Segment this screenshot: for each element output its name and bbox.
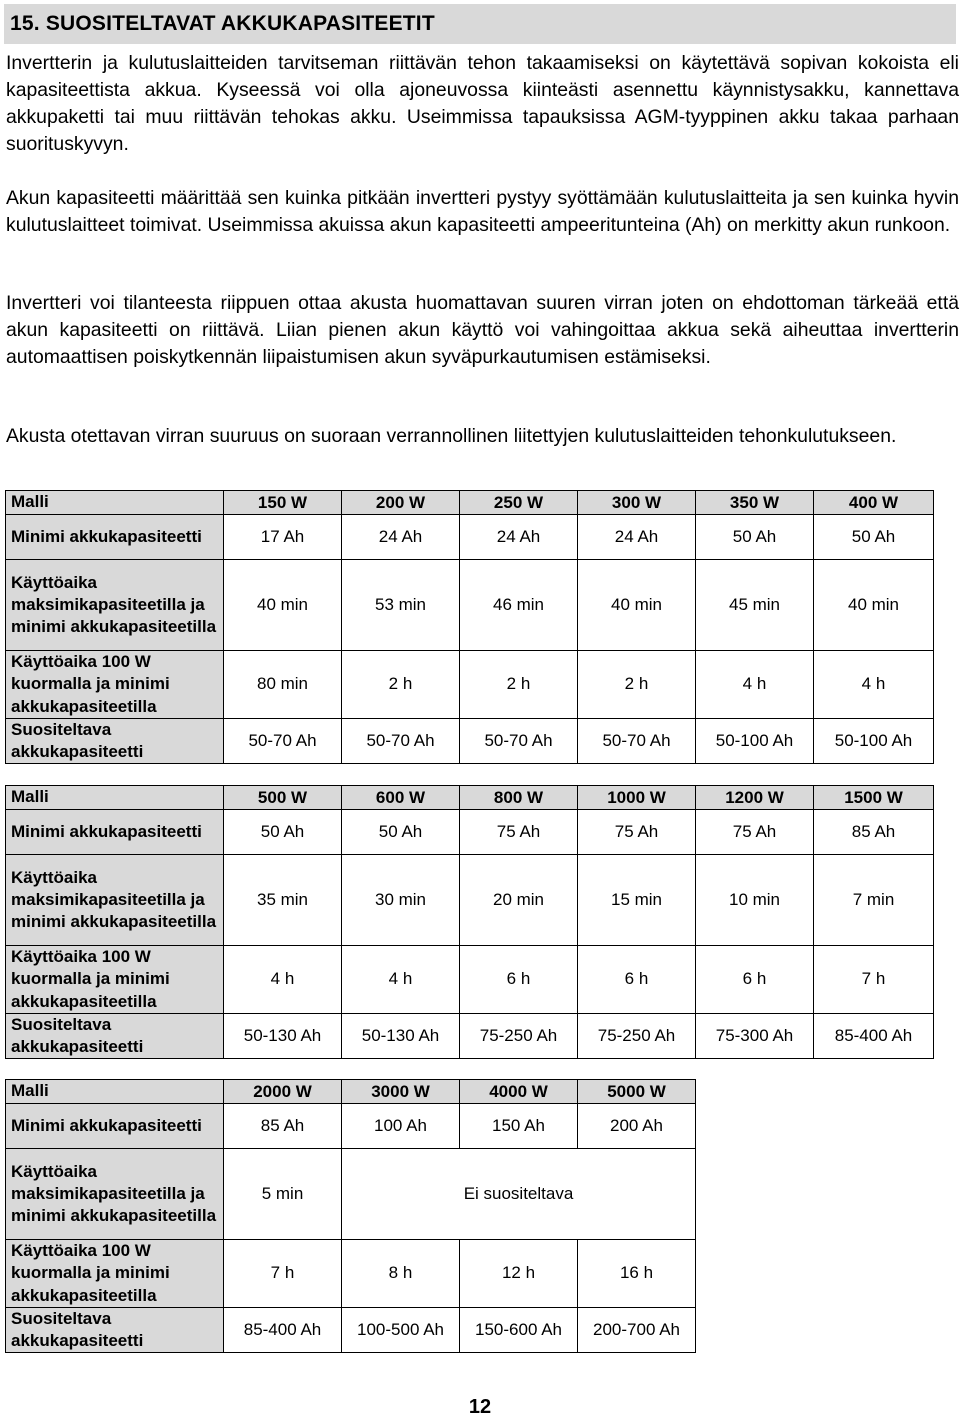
value-cell: 100-500 Ah bbox=[342, 1307, 460, 1353]
model-cell: 1000 W bbox=[578, 786, 696, 810]
value-cell: 35 min bbox=[224, 855, 342, 946]
model-cell: 400 W bbox=[814, 491, 934, 515]
value-cell: 50 Ah bbox=[814, 515, 934, 560]
value-cell: 16 h bbox=[578, 1240, 696, 1308]
model-cell: 4000 W bbox=[460, 1080, 578, 1104]
row-label: Minimi akkukapasiteetti bbox=[6, 515, 224, 560]
value-cell: 4 h bbox=[342, 946, 460, 1014]
value-cell: 2 h bbox=[578, 651, 696, 719]
model-cell: 500 W bbox=[224, 786, 342, 810]
table-row bbox=[6, 810, 934, 855]
value-cell: 50 Ah bbox=[696, 515, 814, 560]
value-cell: 15 min bbox=[578, 855, 696, 946]
value-cell: 4 h bbox=[224, 946, 342, 1014]
model-label: Malli bbox=[6, 1080, 224, 1104]
value-cell: 6 h bbox=[460, 946, 578, 1014]
value-cell: 7 h bbox=[814, 946, 934, 1014]
model-header-row bbox=[6, 491, 934, 515]
table-row bbox=[6, 1104, 696, 1149]
value-cell: 50 Ah bbox=[342, 810, 460, 855]
value-cell: 50-130 Ah bbox=[342, 1013, 460, 1059]
table-row bbox=[6, 1307, 696, 1353]
value-cell: 80 min bbox=[224, 651, 342, 719]
value-cell: 85-400 Ah bbox=[224, 1307, 342, 1353]
not-recommended-cell: Ei suositeltava bbox=[342, 1149, 696, 1240]
value-cell: 40 min bbox=[578, 560, 696, 651]
value-cell: 30 min bbox=[342, 855, 460, 946]
value-cell: 24 Ah bbox=[460, 515, 578, 560]
value-cell: 40 min bbox=[224, 560, 342, 651]
value-cell: 24 Ah bbox=[342, 515, 460, 560]
row-label: Käyttöaika maksimikapasiteetilla ja minimi akkukapasiteetilla bbox=[6, 560, 224, 651]
value-cell: 20 min bbox=[460, 855, 578, 946]
table-row bbox=[6, 1240, 696, 1308]
value-cell: 150 Ah bbox=[460, 1104, 578, 1149]
value-cell: 200-700 Ah bbox=[578, 1307, 696, 1353]
section-heading: 15. SUOSITELTAVAT AKKUKAPASITEETIT bbox=[4, 4, 956, 44]
model-header-row bbox=[6, 1080, 696, 1104]
value-cell: 50-100 Ah bbox=[696, 718, 814, 764]
model-cell: 600 W bbox=[342, 786, 460, 810]
value-cell: 50-70 Ah bbox=[342, 718, 460, 764]
proportional-paragraph: Akusta otettavan virran suuruus on suoraan verrannollinen liitettyjen kulutuslaitteiden tehonkulutukseen. bbox=[6, 425, 897, 447]
row-label: Käyttöaika 100 W kuormalla ja minimi akkukapasiteetilla bbox=[6, 1240, 224, 1308]
row-label: Käyttöaika 100 W kuormalla ja minimi akkukapasiteetilla bbox=[6, 946, 224, 1014]
value-cell: 50-70 Ah bbox=[224, 718, 342, 764]
intro-paragraph: Invertterin ja kulutuslaitteiden tarvitseman riittävän tehon takaamiseksi on käytettävä sopivan kokoista eli kapasiteettista akkua. Kyseessä voi olla ajoneuvossa kiinteästi asennettu käynnistysakku, kannettava akkupaketti tai muu riittävän tehokas akku. Useimmissa tapauksissa AGM-tyyppinen akku takaa parhaan suorituskyvyn. bbox=[6, 52, 959, 155]
current-draw-paragraph: Invertteri voi tilanteesta riippuen ottaa akusta huomattavan suuren virran joten on ehdottoman tärkeää että akun kapasiteetti on riittävä. Liian pienen akun käyttö voi vahingoittaa akkua sekä aiheuttaa invertterin automaattisen poiskytkennän liipaistumisen akun syväpurkautumisen estämiseksi. bbox=[6, 292, 959, 368]
value-cell: 75-250 Ah bbox=[578, 1013, 696, 1059]
row-label: Käyttöaika maksimikapasiteetilla ja minimi akkukapasiteetilla bbox=[6, 855, 224, 946]
model-cell: 200 W bbox=[342, 491, 460, 515]
table-row bbox=[6, 1013, 934, 1059]
value-cell: 75 Ah bbox=[696, 810, 814, 855]
model-cell: 300 W bbox=[578, 491, 696, 515]
value-cell: 75 Ah bbox=[578, 810, 696, 855]
value-cell: 45 min bbox=[696, 560, 814, 651]
value-cell: 50-130 Ah bbox=[224, 1013, 342, 1059]
value-cell: 150-600 Ah bbox=[460, 1307, 578, 1353]
value-cell: 2 h bbox=[342, 651, 460, 719]
model-cell: 3000 W bbox=[342, 1080, 460, 1104]
capacity-paragraph: Akun kapasiteetti määrittää sen kuinka pitkään invertteri pystyy syöttämään kulutuslaitteita ja sen kuinka hyvin kulutuslaitteet toimivat. Useimmissa akuissa akun kapasiteetti ampeeritunteina (Ah) on merkitty akun runkoon. bbox=[6, 187, 959, 236]
value-cell: 5 min bbox=[224, 1149, 342, 1240]
value-cell: 40 min bbox=[814, 560, 934, 651]
model-cell: 2000 W bbox=[224, 1080, 342, 1104]
model-cell: 150 W bbox=[224, 491, 342, 515]
value-cell: 6 h bbox=[578, 946, 696, 1014]
value-cell: 6 h bbox=[696, 946, 814, 1014]
model-header-row bbox=[6, 786, 934, 810]
value-cell: 75 Ah bbox=[460, 810, 578, 855]
value-cell: 4 h bbox=[696, 651, 814, 719]
value-cell: 75-250 Ah bbox=[460, 1013, 578, 1059]
value-cell: 85 Ah bbox=[814, 810, 934, 855]
value-cell: 100 Ah bbox=[342, 1104, 460, 1149]
value-cell: 50-70 Ah bbox=[460, 718, 578, 764]
value-cell: 8 h bbox=[342, 1240, 460, 1308]
table-row bbox=[6, 946, 934, 1014]
value-cell: 24 Ah bbox=[578, 515, 696, 560]
value-cell: 12 h bbox=[460, 1240, 578, 1308]
table-row bbox=[6, 855, 934, 946]
capacity-table-1 bbox=[5, 490, 934, 764]
value-cell: 53 min bbox=[342, 560, 460, 651]
row-label: Suositeltava akkukapasiteetti bbox=[6, 718, 224, 764]
row-label: Suositeltava akkukapasiteetti bbox=[6, 1307, 224, 1353]
value-cell: 4 h bbox=[814, 651, 934, 719]
value-cell: 200 Ah bbox=[578, 1104, 696, 1149]
capacity-table-3 bbox=[5, 1079, 696, 1353]
row-label: Minimi akkukapasiteetti bbox=[6, 810, 224, 855]
value-cell: 2 h bbox=[460, 651, 578, 719]
table-row bbox=[6, 515, 934, 560]
row-label: Suositeltava akkukapasiteetti bbox=[6, 1013, 224, 1059]
value-cell: 17 Ah bbox=[224, 515, 342, 560]
value-cell: 50-70 Ah bbox=[578, 718, 696, 764]
model-cell: 1200 W bbox=[696, 786, 814, 810]
model-label: Malli bbox=[6, 786, 224, 810]
value-cell: 85-400 Ah bbox=[814, 1013, 934, 1059]
value-cell: 75-300 Ah bbox=[696, 1013, 814, 1059]
model-cell: 250 W bbox=[460, 491, 578, 515]
value-cell: 50-100 Ah bbox=[814, 718, 934, 764]
capacity-table-2 bbox=[5, 785, 934, 1059]
value-cell: 46 min bbox=[460, 560, 578, 651]
model-cell: 1500 W bbox=[814, 786, 934, 810]
value-cell: 7 min bbox=[814, 855, 934, 946]
row-label: Käyttöaika maksimikapasiteetilla ja minimi akkukapasiteetilla bbox=[6, 1149, 224, 1240]
page-number: 12 bbox=[468, 1396, 492, 1418]
model-label: Malli bbox=[6, 491, 224, 515]
model-cell: 800 W bbox=[460, 786, 578, 810]
table-row bbox=[6, 1149, 696, 1240]
model-cell: 350 W bbox=[696, 491, 814, 515]
model-cell: 5000 W bbox=[578, 1080, 696, 1104]
table-row bbox=[6, 560, 934, 651]
value-cell: 7 h bbox=[224, 1240, 342, 1308]
row-label: Minimi akkukapasiteetti bbox=[6, 1104, 224, 1149]
row-label: Käyttöaika 100 W kuormalla ja minimi akkukapasiteetilla bbox=[6, 651, 224, 719]
value-cell: 10 min bbox=[696, 855, 814, 946]
table-row bbox=[6, 718, 934, 764]
table-row bbox=[6, 651, 934, 719]
value-cell: 85 Ah bbox=[224, 1104, 342, 1149]
value-cell: 50 Ah bbox=[224, 810, 342, 855]
